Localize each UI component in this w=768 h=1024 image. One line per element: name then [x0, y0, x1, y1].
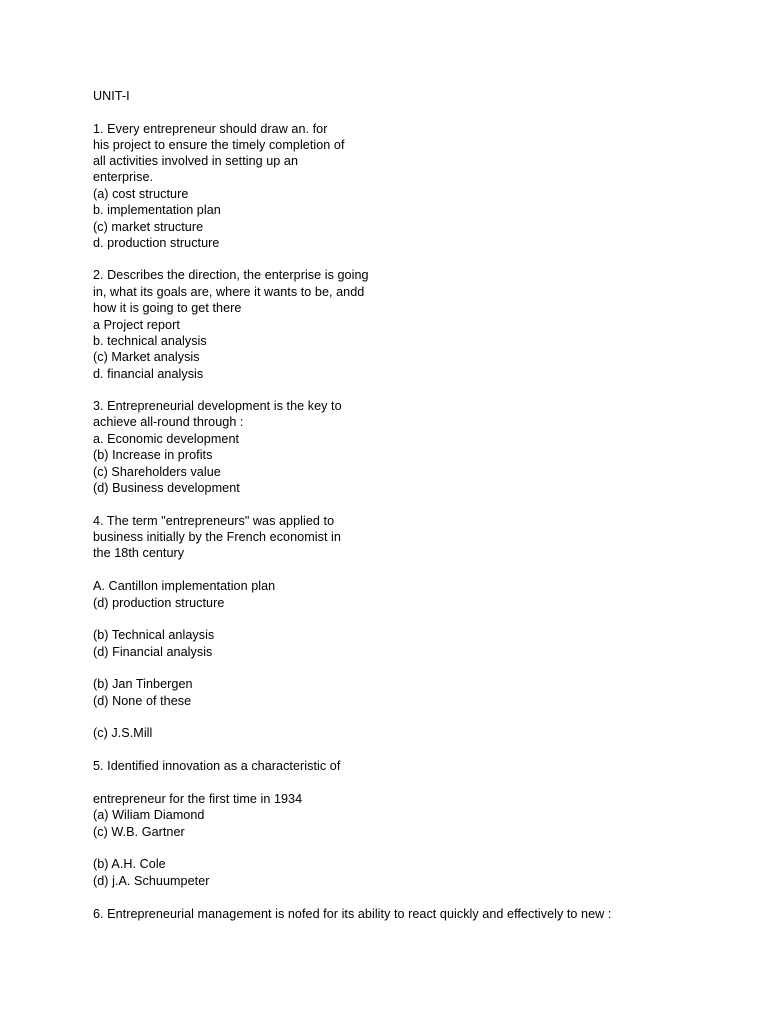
question-1-text: enterprise. — [93, 170, 154, 184]
question-3-option: (b) Increase in profits — [93, 448, 213, 462]
page-heading: UNIT-I — [93, 89, 130, 103]
question-1-option: b. implementation plan — [93, 203, 221, 217]
question-4-text: business initially by the French economist in — [93, 530, 341, 544]
question-2-option: d. financial analysis — [93, 367, 204, 381]
question-2-text: how it is going to get there — [93, 301, 242, 315]
question-6-text: 6. Entrepreneurial management is nofed for its ability to react quickly and effectively to new : — [93, 907, 612, 921]
question-4-answer: (d) Financial analysis — [93, 645, 213, 659]
question-4-text: 4. The term "entrepreneurs" was applied to — [93, 514, 335, 528]
question-5-text: 5. Identified innovation as a characteristic of — [93, 759, 341, 773]
question-2-text: 2. Describes the direction, the enterprise is going — [93, 268, 369, 282]
question-1-text: 1. Every entrepreneur should draw an. for — [93, 122, 328, 136]
question-4-answer: (d) production structure — [93, 596, 225, 610]
question-1-option: d. production structure — [93, 236, 220, 250]
question-2-option: (c) Market analysis — [93, 350, 200, 364]
question-3-option: (c) Shareholders value — [93, 465, 221, 479]
question-4-answer: (d) None of these — [93, 694, 192, 708]
question-5-option: (d) j.A. Schuumpeter — [93, 874, 210, 888]
question-1-option: (a) cost structure — [93, 187, 189, 201]
question-5-option: (b) A.H. Cole — [93, 857, 166, 871]
question-4-answer: (b) Jan Tinbergen — [93, 677, 193, 691]
question-3-text: achieve all-round through : — [93, 415, 244, 429]
question-5-option: (a) Wiliam Diamond — [93, 808, 205, 822]
question-3-option: a. Economic development — [93, 432, 240, 446]
question-3-text: 3. Entrepreneurial development is the key to — [93, 399, 342, 413]
question-3-option: (d) Business development — [93, 481, 240, 495]
question-2-option: b. technical analysis — [93, 334, 207, 348]
question-4-text: the 18th century — [93, 546, 185, 560]
question-2-text: in, what its goals are, where it wants to be, andd — [93, 285, 365, 299]
question-5-option: (c) W.B. Gartner — [93, 825, 185, 839]
question-1-text: his project to ensure the timely completion of — [93, 138, 345, 152]
question-1-text: all activities involved in setting up an — [93, 154, 299, 168]
question-2-option: a Project report — [93, 318, 180, 332]
question-4-answer: (b) Technical anlaysis — [93, 628, 215, 642]
question-4-answer: (c) J.S.Mill — [93, 726, 153, 740]
question-4-answer: A. Cantillon implementation plan — [93, 579, 276, 593]
question-5-text: entrepreneur for the first time in 1934 — [93, 792, 303, 806]
question-1-option: (c) market structure — [93, 220, 204, 234]
